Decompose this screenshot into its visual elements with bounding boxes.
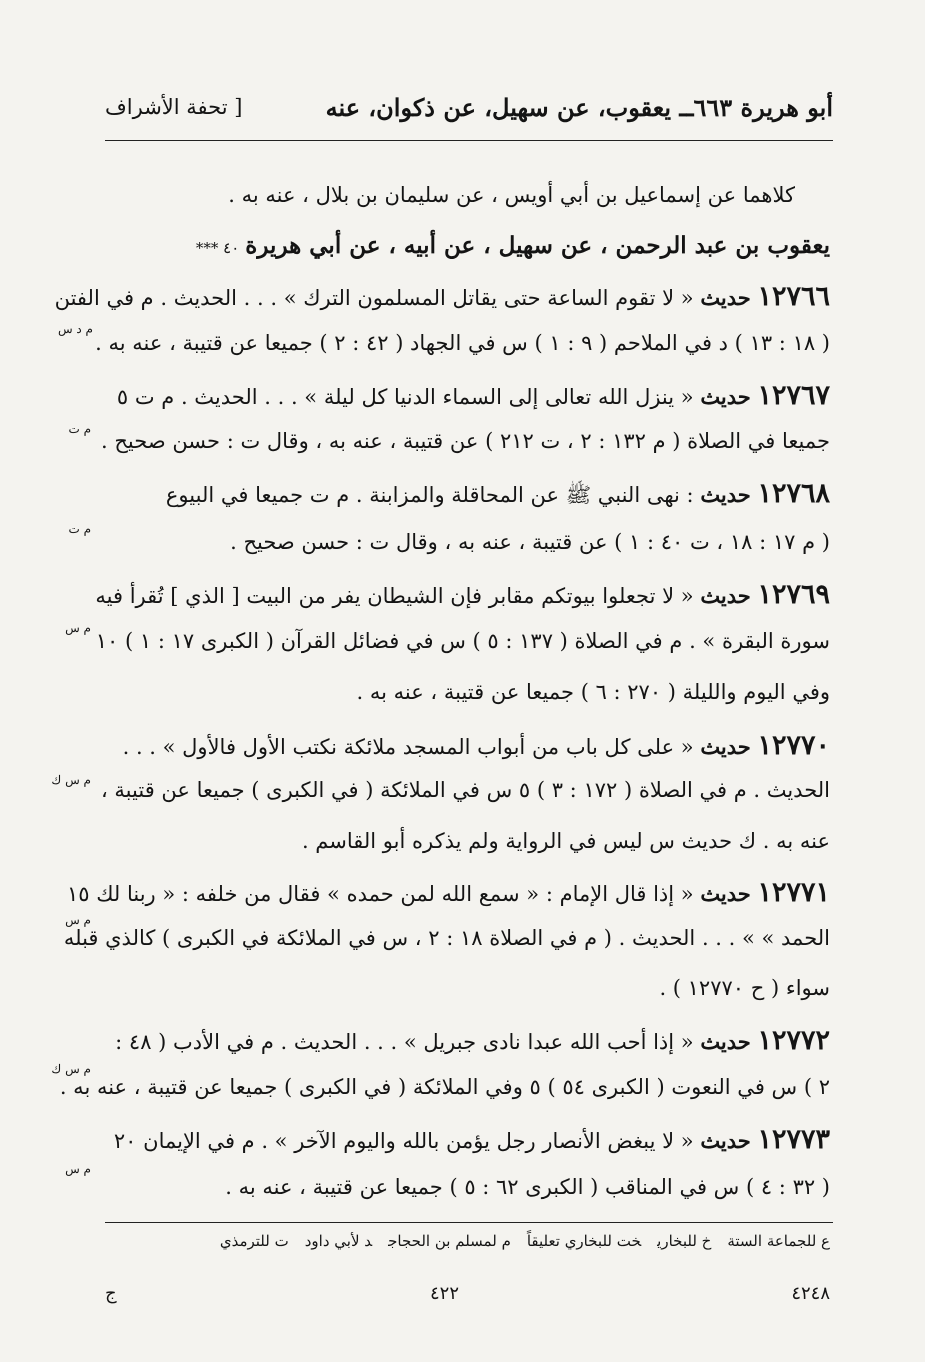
hadith-text: « لا تقوم الساعة حتى يقاتل المسلمون الترك » . . . الحديث . م في الفتن <box>54 286 694 310</box>
margin-sigla: م س <box>65 1162 91 1176</box>
hadith-heading-line <box>54 281 830 313</box>
text-line <box>100 778 830 803</box>
line-marker: ٤٠ *** <box>195 239 240 257</box>
hadith-heading-line <box>66 877 830 909</box>
hadith-text: « ينزل الله تعالى إلى السماء الدنيا كل ليلة » . . . الحديث . م ت ٥ <box>116 385 694 409</box>
line-text: جميعا في الصلاة ( م ١٣٢ : ٢ ، ت ٢١٢ ) عن قتيبة ، عنه به ، وقال ت : حسن صحيح . <box>101 429 830 453</box>
header-rule <box>105 140 833 141</box>
footnote-rule <box>105 1222 833 1223</box>
line-text: ( ١٨ : ١٣ ) د في الملاحم ( ٩ : ١ ) س في الجهاد ( ٤٢ : ٢ ) جميعا عن قتيبة ، عنه به . <box>95 331 830 355</box>
text-line <box>95 629 830 654</box>
legend-item: خت للبخاري تعليقاً <box>526 1232 642 1250</box>
hadith-count: ٤٢٤٨ <box>791 1283 830 1304</box>
hadith-heading-line <box>100 1025 830 1057</box>
hadith-heading-line <box>100 1124 830 1156</box>
hadith-number: ١٢٧٦٨ <box>757 478 830 509</box>
line-text: سورة البقرة » . م في الصلاة ( ١٣٧ : ٥ ) س في فضائل القرآن ( الكبرى ١٧ : ١ ) ١٠ <box>95 629 830 653</box>
legend-item: خ للبخاري <box>657 1232 712 1250</box>
text-line <box>100 976 830 1001</box>
hadith-text: « لا يبغض الأنصار رجل يؤمن بالله واليوم الآخر » . م في الإيمان ٢٠ <box>113 1129 694 1153</box>
line-text: كلاهما عن إسماعيل بن أبي أويس ، عن سليمان بن بلال ، عنه به . <box>228 183 795 207</box>
text-line <box>100 829 830 854</box>
hadith-text: « لا تجعلوا بيوتكم مقابر فإن الشيطان يفر من البيت [ الذي ] تُقرأ فيه <box>95 584 694 608</box>
margin-sigla: م س ك <box>51 773 91 787</box>
hadith-number: ١٢٧٦٩ <box>757 579 830 610</box>
running-header <box>105 93 833 133</box>
hadith-label: حديث <box>700 734 751 759</box>
signature-mark: ج <box>105 1283 117 1304</box>
hadith-label: حديث <box>700 881 751 906</box>
hadith-text: « إذا أحب الله عبدا نادى جبريل » . . . الحديث . م في الأدب ( ٤٨ : <box>115 1030 694 1054</box>
hadith-label: حديث <box>700 1128 751 1153</box>
hadith-number: ١٢٧٧٢ <box>757 1025 830 1056</box>
hadith-heading-line <box>100 730 830 762</box>
margin-sigla: م س <box>65 621 91 635</box>
text-line <box>100 680 830 705</box>
margin-sigla: م س <box>65 913 91 927</box>
sigla-legend <box>100 1232 830 1250</box>
legend-item: د لأبي داود <box>304 1232 373 1250</box>
hadith-number: ١٢٧٦٧ <box>757 380 830 411</box>
hadith-text: : نهى النبي ﷺ عن المحاقلة والمزابنة . م ت جميعا في البيوع <box>165 483 694 507</box>
text-line <box>100 429 830 454</box>
line-text: سواء ( ح ١٢٧٧٠ ) . <box>659 976 830 1000</box>
margin-sigla: م د س <box>57 322 93 336</box>
page-number: ٤٢٢ <box>430 1283 460 1304</box>
hadith-label: حديث <box>700 1029 751 1054</box>
running-title: أبو هريرة ٦٦٣ــ يعقوب، عن سهيل، عن ذكوان، عنه <box>325 93 833 122</box>
line-text: وفي اليوم والليلة ( ٢٧٠ : ٦ ) جميعا عن قتيبة ، عنه به . <box>356 680 830 704</box>
hadith-heading-line <box>100 478 830 510</box>
hadith-label: حديث <box>700 285 751 310</box>
hadith-heading-line <box>100 380 830 412</box>
text-line <box>63 926 830 951</box>
hadith-heading-line <box>95 579 830 611</box>
hadith-number: ١٢٧٧٠ <box>757 730 830 761</box>
margin-sigla: م س ك <box>51 1062 91 1076</box>
hadith-number: ١٢٧٧١ <box>757 877 830 908</box>
legend-item: ع للجماعة الستة <box>727 1232 830 1250</box>
line-text: ٢ ) س في النعوت ( الكبرى ٥٤ ) ٥ وفي الملائكة ( في الكبرى ) جميعا عن قتيبة ، عنه به . <box>59 1075 830 1099</box>
hadith-text: « إذا قال الإمام : « سمع الله لمن حمده » فقال من خلفه : « ربنا لك ١٥ <box>66 882 694 906</box>
text-line <box>59 1075 830 1100</box>
line-text: ( م ١٧ : ١٨ ، ت ٤٠ : ١ ) عن قتيبة ، عنه به ، وقال ت : حسن صحيح . <box>230 530 830 554</box>
margin-sigla: م ت <box>68 422 91 436</box>
hadith-number: ١٢٧٦٦ <box>757 281 830 312</box>
margin-sigla: م ت <box>68 522 91 536</box>
legend-item: م لمسلم بن الحجاج <box>388 1232 511 1250</box>
text-line <box>100 183 795 208</box>
hadith-number: ١٢٧٧٣ <box>757 1124 830 1155</box>
line-text: الحديث . م في الصلاة ( ١٧٢ : ٣ ) ٥ س في الملائكة ( في الكبرى ) جميعا عن قتيبة ، <box>100 778 830 802</box>
line-text: الحمد » » . . . الحديث . ( م في الصلاة ١٨ : ٢ ، س في الملائكة في الكبرى ) كالذي قبله <box>63 926 830 950</box>
hadith-label: حديث <box>700 384 751 409</box>
legend-item: ت للترمذي <box>219 1232 289 1250</box>
text-line <box>100 1175 830 1200</box>
text-line <box>95 331 830 356</box>
isnad-heading: يعقوب بن عبد الرحمن ، عن سهيل ، عن أبيه ، عن أبي هريرة <box>245 232 830 259</box>
line-text: عنه به . ك حديث س ليس في الرواية ولم يذكره أبو القاسم . <box>301 829 830 853</box>
text-line <box>100 530 830 555</box>
hadith-label: حديث <box>700 482 751 507</box>
line-text: ( ٣٢ : ٤ ) س في المناقب ( الكبرى ٦٢ : ٥ ) جميعا عن قتيبة ، عنه به . <box>225 1175 830 1199</box>
book-title: [ تحفة الأشراف <box>105 95 243 119</box>
hadith-text: « على كل باب من أبواب المسجد ملائكة نكتب الأول فالأول » . . . <box>122 735 694 759</box>
hadith-label: حديث <box>700 583 751 608</box>
text-line <box>100 232 830 260</box>
